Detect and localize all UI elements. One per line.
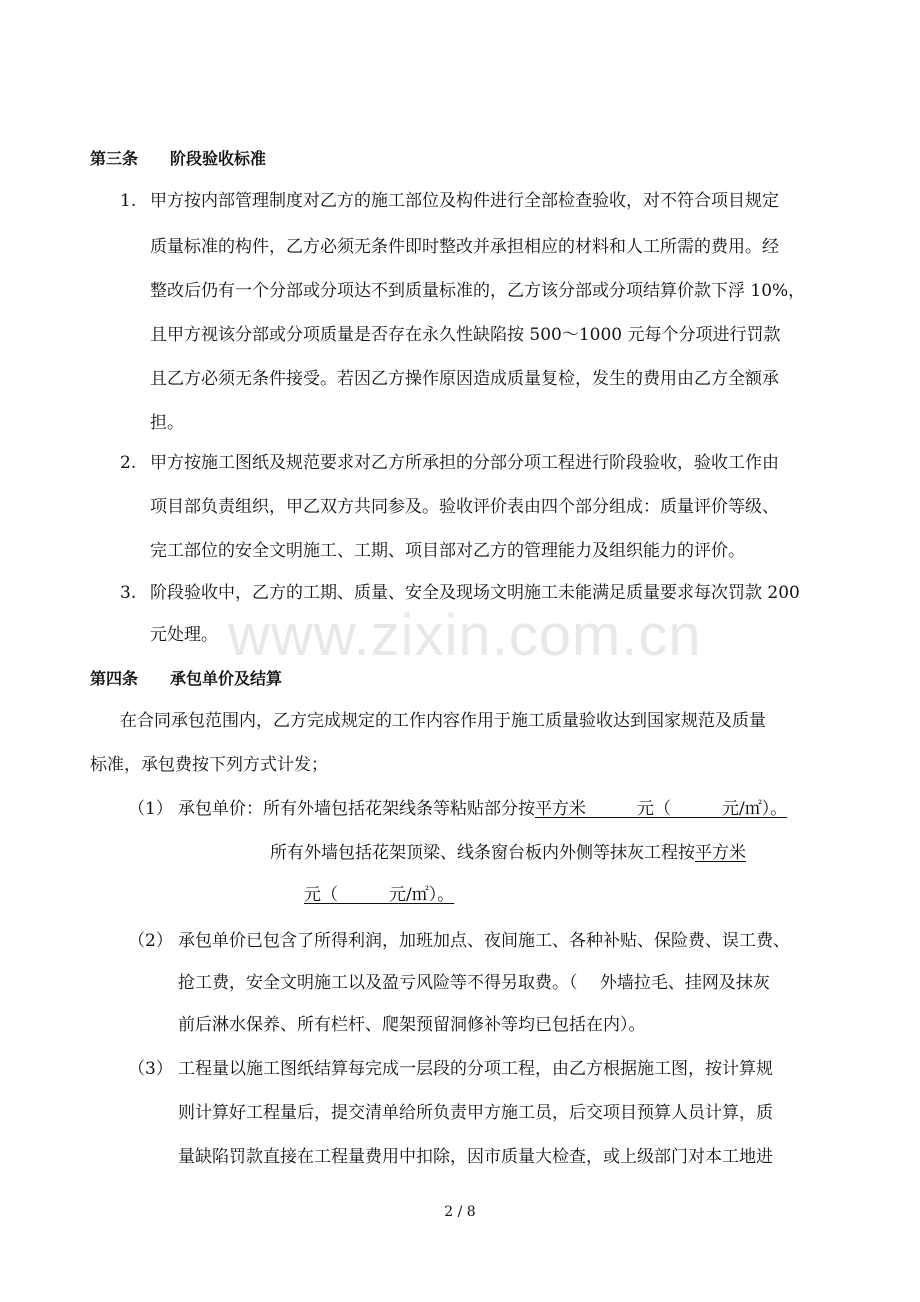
paragraph-line: 承包单价已包含了所得利润，加班加点、夜间施工、各种补贴、保险费、误工费、 [178, 931, 790, 951]
unit-price-line [304, 884, 454, 906]
paragraph-line: 则计算好工程量后，提交清单给所负责甲方施工员，后交项目预算人员计算，质 [178, 1103, 773, 1123]
paragraph-line: 前后淋水保养、所有栏杆、爬架预留洞修补等均已包括在内）。 [178, 1015, 646, 1035]
paragraph-line: 且甲方视该分部或分项质量是否存在永久性缺陷按 500～1000 元每个分项进行罚款 [150, 325, 781, 345]
paragraph-line: 在合同承包范围内，乙方完成规定的工作内容作用于施工质量验收达到国家规范及质量 [120, 711, 766, 731]
paragraph-line: 工程量以施工图纸结算每完成一层段的分项工程，由乙方根据施工图，按计算规 [178, 1059, 773, 1079]
paragraph-line: 阶段验收中，乙方的工期、质量、安全及现场文明施工未能满足质量要求每次罚款 200 [150, 583, 800, 603]
paragraph-line: 项目部负责组织，甲乙双方共同参及。验收评价表由四个部分组成：质量评价等级、 [150, 497, 779, 517]
watermark: www.zixin.com.cn [228, 603, 702, 668]
section-4-title: 承包单价及结算 [170, 669, 283, 688]
unit-price-blank: 平方米 [695, 843, 746, 863]
paragraph-line: 质量标准的构件，乙方必须无条件即时整改并承担相应的材料和人工所需的费用。经 [150, 237, 779, 257]
unit-price-text: 承包单价：所有外墙包括花架线条等粘贴部分按 [178, 799, 535, 819]
item-1-number: 1. [120, 191, 137, 211]
item-1-number: （1） [128, 799, 173, 819]
paragraph-line: 元处理。 [150, 625, 218, 645]
paragraph-line: 且乙方必须无条件接受。若因乙方操作原因造成质量复检，发生的费用由乙方全额承 [150, 369, 779, 389]
paragraph-line: 甲方按内部管理制度对乙方的施工部位及构件进行全部检查验收，对不符合项目规定 [150, 191, 779, 211]
paragraph-line: 量缺陷罚款直接在工程量费用中扣除，因市质量大检查，或上级部门对本工地进 [178, 1147, 773, 1167]
page-number: 2 / 8 [444, 1204, 476, 1220]
section-3-title: 阶段验收标准 [170, 149, 267, 168]
unit-price-line [178, 798, 787, 820]
item-2-number: （2） [128, 931, 173, 951]
paragraph-line: 标准，承包费按下列方式计发； [90, 755, 328, 775]
unit-price-text: 所有外墙包括花架顶梁、线条窗台板内外侧等抹灰工程按 [270, 843, 695, 863]
item-3-number: 3. [120, 583, 137, 603]
section-3-label: 第三条 [90, 149, 139, 168]
unit-price-blank: 元（ 元/㎡）。 [304, 885, 455, 905]
unit-price-blank: 平方米 元（ 元/㎡）。 [535, 799, 788, 819]
item-3-number: （3） [128, 1059, 173, 1079]
item-2-number: 2. [120, 453, 137, 473]
paragraph-line: 担。 [150, 413, 184, 433]
unit-price-line [270, 842, 746, 864]
paragraph-line: 甲方按施工图纸及规范要求对乙方所承担的分部分项工程进行阶段验收，验收工作由 [150, 453, 779, 473]
paragraph-line: 抢工费，安全文明施工以及盈亏风险等不得另取费。（ 外墙拉毛、挂网及抹灰 [178, 973, 770, 993]
paragraph-line: 完工部位的安全文明施工、工期、项目部对乙方的管理能力及组织能力的评价。 [150, 541, 745, 561]
section-4-label: 第四条 [90, 669, 139, 688]
paragraph-line: 整改后仍有一个分部或分项达不到质量标准的，乙方该分部或分项结算价款下浮 10%， [150, 281, 806, 301]
